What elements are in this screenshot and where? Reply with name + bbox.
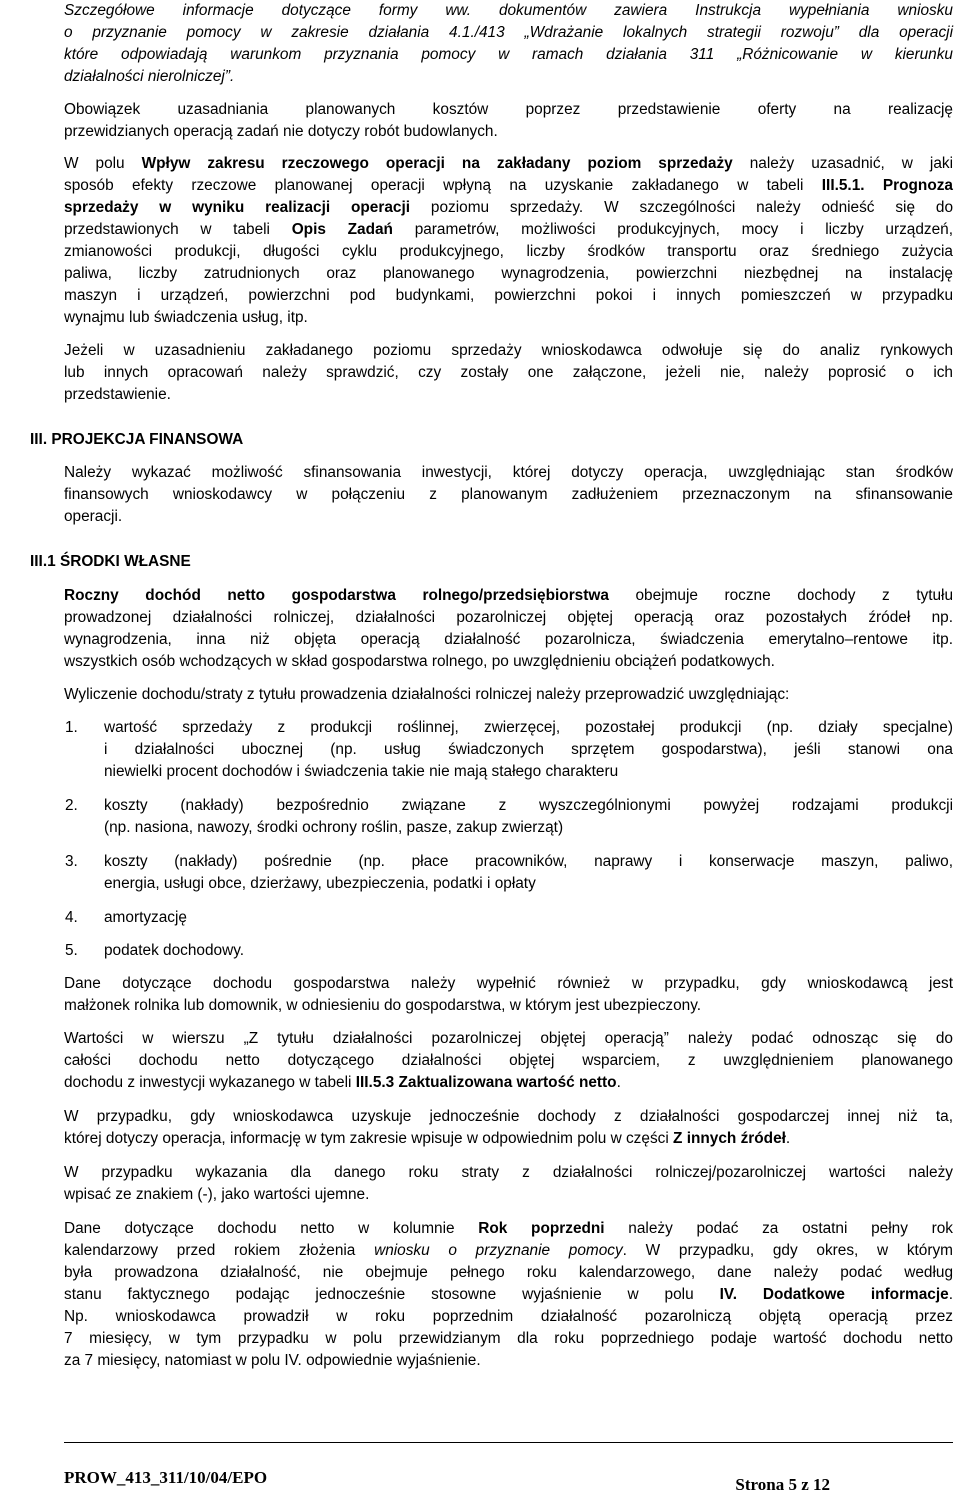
- list-number: 1.: [65, 719, 78, 736]
- list-item: [65, 940, 953, 962]
- paragraph-obowiazek: [64, 99, 953, 143]
- text-line: niewielki procent dochodów i świadczenia takie nie mają stałego charakteru: [104, 763, 619, 780]
- text-line: Należy wykazać możliwość sfinansowania inwestycji, której dotyczy operacja, uwzględniając stan środków: [64, 464, 953, 481]
- text-line: Dane dotyczące dochodu netto w kolumnie Rok poprzedni należy podać za ostatni pełny rok: [64, 1220, 953, 1237]
- paragraph-inne-dochody: [64, 1106, 953, 1150]
- text-line: koszty (nakłady) bezpośrednio związane z wyszczególnionymi powyżej rodzajami produkcji: [104, 797, 953, 814]
- text-line: Obowiązek uzasadniania planowanych kosztów poprzez przedstawienie oferty na realizację: [64, 101, 953, 118]
- paragraph-straty: [64, 1162, 953, 1206]
- text-line: stanu faktycznego podając jednocześnie stosowne wyjaśnienie w polu IV. Dodatkowe informacje.: [64, 1286, 953, 1303]
- text-line: wszystkich osób wchodzących w skład gospodarstwa rolnego, po uwzględnieniu obciążeń podatkowych.: [64, 653, 775, 670]
- list-number: 2.: [65, 797, 78, 814]
- table-ref-prognoza-cont: sprzedaży w wyniku realizacji operacji: [64, 199, 411, 216]
- text-line: W polu Wpływ zakresu rzeczowego operacji na zakładany poziom sprzedaży należy uzasadnić, w jaki: [64, 155, 953, 172]
- text-line: wynagrodzenia, inna niż objęta operacją działalność pozarolnicza, świadczenia emerytalno–rentowe itp.: [64, 631, 953, 648]
- text-line: zmianowości produkcji, długości cyklu produkcyjnego, liczby środków transportu oraz średniego zużycia: [64, 243, 953, 260]
- text-line: dochodu z inwestycji wykazanego w tabeli III.5.3 Zaktualizowana wartość netto.: [64, 1074, 621, 1091]
- text-line: której dotyczy operacja, informację w tym zakresie wpisuje w odpowiednim polu w części Z innych źródeł.: [64, 1130, 791, 1147]
- paragraph-rok-poprzedni: [64, 1218, 953, 1372]
- text-line: energia, usługi obce, dzierżawy, ubezpieczenia, podatki i opłaty: [104, 875, 536, 892]
- section-ref-z-innych-zrodel: Z innych źródeł: [673, 1130, 786, 1147]
- paragraph-analizy-rynkowe: [64, 340, 953, 406]
- paragraph-wplyw-zakresu: [64, 153, 953, 329]
- text-line: (np. nasiona, nawozy, środki ochrony roślin, pasze, zakup zwierząt): [104, 819, 564, 836]
- term-roczny-dochod: Roczny dochód netto gospodarstwa rolnego/przedsiębiorstwa: [64, 587, 609, 604]
- section-ref-dodatkowe-informacje: IV. Dodatkowe informacje: [719, 1286, 949, 1303]
- list-item: [65, 717, 953, 783]
- text-line: przewidzianych operacją zadań nie dotyczy robót budowlanych.: [64, 123, 498, 140]
- text-line: sposób efekty rzeczowe planowanej operacji wpłyną na uzyskanie zakładanego w tabeli III.5.1. Prognoza: [64, 177, 953, 194]
- paragraph-malzonek: [64, 973, 953, 1017]
- text-line: całości dochodu netto dotyczącego działalności objętej wsparciem, z uwzględnieniem planowanego: [64, 1052, 953, 1069]
- text-line: prowadzonej działalności rolniczej, działalności pozarolniczej objętej operacją oraz pozostałych źródeł np.: [64, 609, 953, 626]
- table-ref-zaktualizowana: III.5.3 Zaktualizowana wartość netto: [355, 1074, 617, 1091]
- list-number: 5.: [65, 942, 78, 959]
- text-line: lub innych opracowań należy sprawdzić, czy zostały one załączone, jeżeli nie, należy poprosić o ich: [64, 364, 953, 381]
- text-line: Szczegółowe informacje dotyczące formy ww. dokumentów zawiera Instrukcja wypełniania wniosku: [64, 2, 953, 19]
- paragraph-sfinansowanie: [64, 462, 953, 528]
- text-line: Dane dotyczące dochodu gospodarstwa należy wypełnić również w przypadku, gdy wnioskodawcą jest: [64, 975, 953, 992]
- table-ref-prognoza: III.5.1. Prognoza: [821, 177, 953, 194]
- section-heading-iii: III. PROJEKCJA FINANSOWA: [30, 431, 244, 448]
- text-line: przedstawienie.: [64, 386, 171, 403]
- paragraph-roczny-dochod: [64, 585, 953, 673]
- text-line: za 7 miesięcy, natomiast w polu IV. odpowiednie wyjaśnienie.: [64, 1352, 481, 1369]
- text-line: maszyn i urządzeń, powierzchni pod budynkami, powierzchni pokoi i innych pomieszczeń w przypadku: [64, 287, 953, 304]
- text-line: W przypadku wykazania dla danego roku straty z działalności rolniczej/pozarolniczej wartości należy: [64, 1164, 953, 1181]
- text-line: paliwa, liczby zatrudnionych oraz planowanego wynagrodzenia, powierzchni niezbędnej na instalację: [64, 265, 953, 282]
- text-line: wartość sprzedaży z produkcji roślinnej, zwierzęcej, pozostałej produkcji (np. działy specjalne): [104, 719, 953, 736]
- text-line: koszty (nakłady) pośrednie (np. płace pracowników, naprawy i konserwacje maszyn, paliwo,: [104, 853, 953, 870]
- list-item: [65, 795, 953, 839]
- column-ref-rok-poprzedni: Rok poprzedni: [478, 1220, 605, 1237]
- text-line: działalności nierolniczej”.: [64, 68, 235, 85]
- text-line: Wartości w wierszu „Z tytułu działalności pozarolniczej objętej operacją” należy podać odnosząc się do: [64, 1030, 953, 1047]
- text-line: amortyzację: [104, 909, 187, 926]
- text-line: małżonek rolnika lub domownik, w odniesieniu do gospodarstwa, w którym jest ubezpieczony.: [64, 997, 702, 1014]
- footer-page-number: Strona 5 z 12: [735, 1475, 830, 1494]
- list-item: [65, 851, 953, 895]
- text-line: operacji.: [64, 508, 123, 525]
- text-line: podatek dochodowy.: [104, 942, 245, 959]
- list-number: 3.: [65, 853, 78, 870]
- section-heading-iii1: III.1 ŚRODKI WŁASNE: [30, 553, 191, 570]
- text-line: które odpowiadają warunkom przyznania pomocy w ramach działania 311 „Różnicowanie w kierunku: [64, 46, 953, 63]
- footer-divider: [64, 1442, 953, 1443]
- text-line: o przyznanie pomocy w zakresie działania 4.1./413 „Wdrażanie lokalnych strategii rozwoju” dla operacji: [64, 24, 953, 41]
- list-number: 4.: [65, 909, 78, 926]
- text-line: Roczny dochód netto gospodarstwa rolnego/przedsiębiorstwa obejmuje roczne dochody z tytułu: [64, 587, 954, 604]
- text-line: Jeżeli w uzasadnieniu zakładanego poziomu sprzedaży wnioskodawca odwołuje się do analiz rynkowych: [64, 342, 953, 359]
- text-line: wynajmu lub świadczenia usług, itp.: [64, 309, 308, 326]
- text-line: finansowych wnioskodawcy w połączeniu z planowanym zadłużeniem przeznaczonym na sfinansowanie: [64, 486, 953, 503]
- table-ref-opis-zadan: Opis Zadań: [291, 221, 393, 238]
- text-line: i działalności ubocznej (np. usług świadczonych sprzętem gospodarstwa), jeśli stanowi ona: [104, 741, 953, 758]
- paragraph-wartosci-w-wierszu: [64, 1028, 953, 1094]
- text-line: Np. wnioskodawca prowadził w roku poprzednim działalność pozarolniczą objętą operacją przez: [64, 1308, 953, 1325]
- text-line: 7 miesięcy, w tym przypadku w polu przewidzianym dla roku poprzedniego podaje wartość dochodu netto: [64, 1330, 953, 1347]
- text-line: przedstawionych w tabeli Opis Zadań parametrów, możliwości produkcyjnych, mocy i liczby urządzeń,: [64, 221, 954, 238]
- text-line: W przypadku, gdy wnioskodawca uzyskuje jednocześnie dochody z działalności gospodarczej innej niż ta,: [64, 1108, 953, 1125]
- footer-document-code: PROW_413_311/10/04/EPO: [64, 1468, 268, 1487]
- paragraph-wyliczenie: Wyliczenie dochodu/straty z tytułu prowadzenia działalności rolniczej należy przeprowadzić uwzględniając:: [64, 686, 790, 703]
- text-line: była prowadzona działalność, nie obejmuje pełnego roku kalendarzowego, dane należy podać według: [64, 1264, 953, 1281]
- list-item: [65, 907, 953, 929]
- paragraph-instrukcja: [64, 0, 953, 88]
- text-line: wpisać ze znakiem (-), jako wartości ujemne.: [64, 1186, 370, 1203]
- field-name-wplyw: Wpływ zakresu rzeczowego operacji na zakładany poziom sprzedaży: [141, 155, 733, 172]
- text-line: sprzedaży w wyniku realizacji operacji poziomu sprzedaży. W szczególności należy odnieść się do: [64, 199, 954, 216]
- text-line: kalendarzowy przed rokiem złożenia wniosku o przyznanie pomocy. W przypadku, gdy okres, w którym: [64, 1242, 953, 1259]
- doc-ref-wniosek: wniosku o przyznanie pomocy: [374, 1242, 623, 1259]
